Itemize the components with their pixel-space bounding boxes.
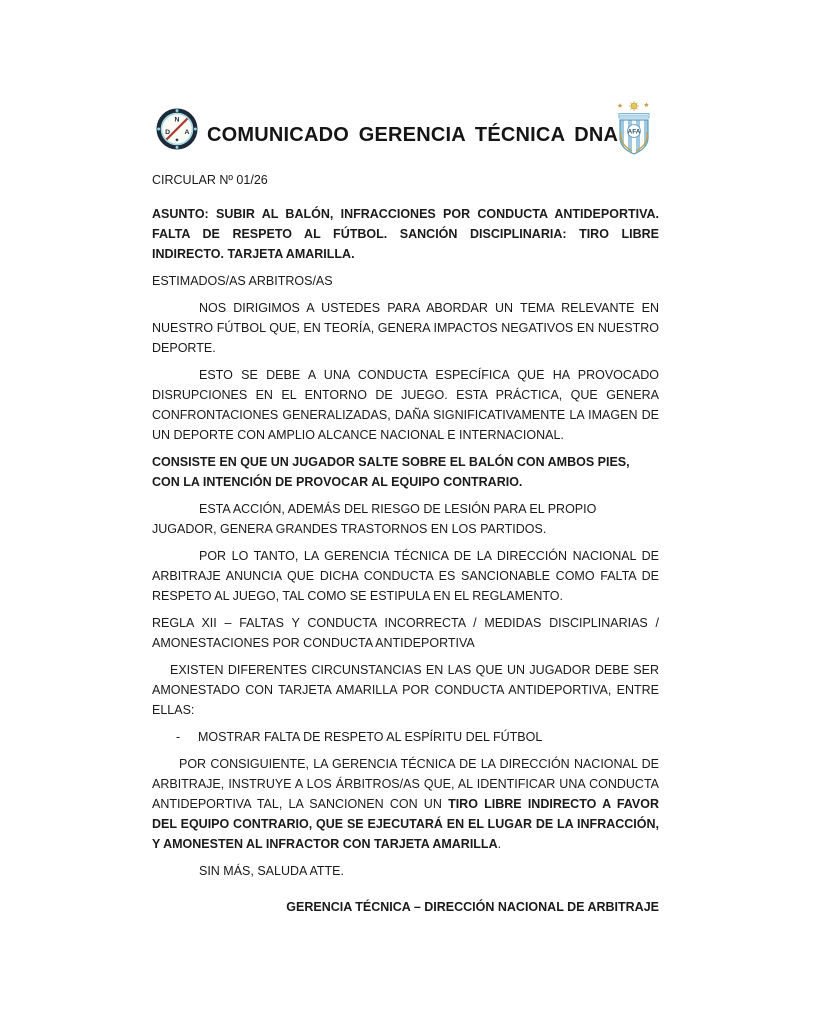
text-run: ESTIMADOS/AS ARBITROS/AS xyxy=(152,274,333,288)
paragraph xyxy=(152,452,659,492)
text-run-bold: ASUNTO: SUBIR AL BALÓN, INFRACCIONES POR CONDUCTA ANTIDEPORTIVA. FALTA DE RESPETO AL FÚTBOL. SANCIÓN DISCIPLINARIA: TIRO LIBRE INDIRECTO. TARJETA AMARILLA. xyxy=(152,207,659,261)
afa-crest-icon xyxy=(612,100,656,158)
text-run: EXISTEN DIFERENTES CIRCUNSTANCIAS EN LAS QUE UN JUGADOR DEBE SER AMONESTADO CON TARJETA AMARILLA POR CONDUCTA ANTIDEPORTIVA, ENTRE ELLAS: xyxy=(152,663,659,717)
paragraph xyxy=(152,613,659,653)
circular-number: CIRCULAR Nº 01/26 xyxy=(152,173,268,187)
text-run: POR LO TANTO, LA GERENCIA TÉCNICA DE LA DIRECCIÓN NACIONAL DE ARBITRAJE ANUNCIA QUE DICHA CONDUCTA ES SANCIONABLE COMO FALTA DE RESPETO AL JUEGO, TAL COMO SE ESTIPULA EN EL REGLAMENTO. xyxy=(152,549,659,603)
document-title: COMUNICADO GERENCIA TÉCNICA DNA xyxy=(207,124,619,146)
text-run: MOSTRAR FALTA DE RESPETO AL ESPÍRITU DEL FÚTBOL xyxy=(198,730,543,744)
dna-letter-right: A xyxy=(184,129,190,137)
text-run-bold: TIRO LIBRE INDIRECTO A FAVOR DEL EQUIPO CONTRARIO, QUE SE EJECUTARÁ EN EL LUGAR DE LA INFRACCIÓN, Y AMONESTEN AL INFRACTOR CON TARJETA AMARILLA xyxy=(152,797,659,851)
paragraph xyxy=(152,271,659,291)
text-run: POR CONSIGUIENTE, LA GERENCIA TÉCNICA DE LA DIRECCIÓN NACIONAL DE ARBITRAJE, INSTRUYE A LOS ÁRBITROS/AS QUE, AL IDENTIFICAR UNA CONDUCTA ANTIDEPORTIVA TAL, LA SANCIONEN CON UN xyxy=(152,757,659,811)
paragraph-list xyxy=(152,204,659,881)
text-run: . xyxy=(497,837,502,851)
bullet-item xyxy=(152,727,659,747)
text-run: NOS DIRIGIMOS A USTEDES PARA ABORDAR UN TEMA RELEVANTE EN NUESTRO FÚTBOL QUE, EN TEORÍA, GENERA IMPACTOS NEGATIVOS EN NUESTRO DEPORTE. xyxy=(152,301,659,355)
paragraph xyxy=(152,861,659,881)
bullet-dash: - xyxy=(176,730,181,744)
afa-monogram: AFA xyxy=(627,128,641,136)
dna-badge-icon xyxy=(156,108,198,150)
paragraph xyxy=(152,204,659,264)
text-run: ESTA ACCIÓN, ADEMÁS DEL RIESGO DE LESIÓN PARA EL PROPIO JUGADOR, GENERA GRANDES TRASTORNOS EN LOS PARTIDOS. xyxy=(152,502,597,536)
dna-letter-left: D xyxy=(165,129,171,137)
document-header xyxy=(152,100,656,166)
paragraph xyxy=(152,365,659,445)
paragraph xyxy=(152,298,659,358)
text-run: SIN MÁS, SALUDA ATTE. xyxy=(199,864,344,878)
document-body xyxy=(152,170,659,917)
dna-letter-top: N xyxy=(174,116,180,124)
text-run: REGLA XII – FALTAS Y CONDUCTA INCORRECTA / MEDIDAS DISCIPLINARIAS / AMONESTACIONES POR CONDUCTA ANTIDEPORTIVA xyxy=(152,616,659,650)
signature-line: GERENCIA TÉCNICA – DIRECCIÓN NACIONAL DE ARBITRAJE xyxy=(286,900,659,914)
paragraph xyxy=(152,546,659,606)
paragraph xyxy=(152,499,659,539)
text-run-bold: CONSISTE EN QUE UN JUGADOR SALTE SOBRE EL BALÓN CON AMBOS PIES, CON LA INTENCIÓN DE PROVOCAR AL EQUIPO CONTRARIO. xyxy=(152,455,630,489)
paragraph xyxy=(152,660,659,720)
paragraph xyxy=(152,754,659,854)
text-run: ESTO SE DEBE A UNA CONDUCTA ESPECÍFICA QUE HA PROVOCADO DISRUPCIONES EN EL ENTORNO DE JUEGO. ESTA PRÁCTICA, QUE GENERA CONFRONTACIONES GENERALIZADAS, DAÑA SIGNIFICATIVAMENTE LA IMAGEN DE UN DEPORTE CON AMPLIO ALCANCE NACIONAL E INTERNACIONAL. xyxy=(152,368,659,442)
